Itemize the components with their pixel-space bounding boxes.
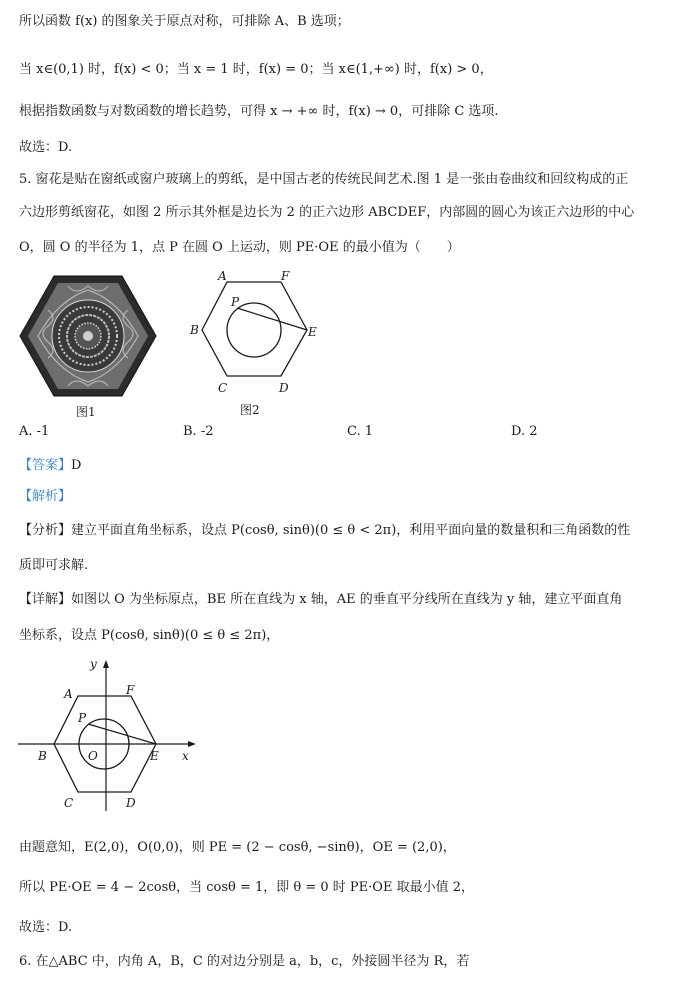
svg-text:A: A: [64, 687, 73, 701]
svg-text:F: F: [281, 269, 290, 283]
detail-line-3: 由题意知，E(2,0)，O(0,0)，则 PE = (2 − cosθ, −sinθ)，OE = (2,0)，: [19, 840, 456, 855]
solution-line-2: 当 x∈(0,1) 时，f(x) < 0；当 x = 1 时，f(x) = 0；当 x∈(1,+∞) 时，f(x) > 0，: [19, 62, 493, 77]
question-6-line-1: 6. 在△ABC 中，内角 A，B，C 的对边分别是 a，b，c，外接圆半径为 R，若: [19, 954, 470, 969]
svg-text:y: y: [90, 657, 97, 671]
svg-text:O: O: [88, 749, 98, 763]
svg-text:B: B: [190, 323, 199, 337]
conclusion-line-2: 故选：D.: [19, 920, 73, 935]
question-5-line-2: 六边形剪纸窗花，如图 2 所示其外框是边长为 2 的正六边形 ABCDEF，内部圆的圆心为该正六边形的中心: [19, 205, 635, 220]
hexagon-abcdef: [202, 282, 307, 376]
option-c: C. 1: [347, 424, 374, 439]
figure-2-hexagon: [180, 268, 320, 420]
svg-text:P: P: [78, 711, 87, 725]
option-b: B. -2: [183, 424, 214, 439]
circle-o: [227, 303, 281, 357]
detail-line-1: 【详解】如图以 O 为坐标原点，BE 所在直线为 x 轴，AE 的垂直平分线所在直线为 y 轴，建立平面直角: [19, 592, 623, 607]
figure-2-caption: 图2: [240, 403, 260, 417]
solution-line-3: 根据指数函数与对数函数的增长趋势，可得 x → +∞ 时，f(x) → 0，可排除 C 选项.: [19, 104, 499, 119]
svg-text:C: C: [64, 796, 74, 810]
svg-text:A: A: [218, 269, 227, 283]
conclusion-line: 故选：D.: [19, 140, 73, 155]
svg-text:F: F: [126, 683, 135, 697]
svg-text:B: B: [38, 749, 47, 763]
analysis-tag: 【解析】: [19, 489, 72, 504]
figure-1-caption: 图1: [76, 405, 96, 419]
question-5-line-3: O，圆 O 的半径为 1，点 P 在圆 O 上运动，则 PE·OE 的最小值为（ ）: [19, 240, 460, 255]
svg-text:P: P: [231, 295, 240, 309]
answer-value: D: [71, 458, 82, 473]
svg-text:E: E: [308, 325, 317, 339]
svg-text:x: x: [182, 749, 189, 763]
detail-line-2: 坐标系，设点 P(cosθ, sinθ)(0 ≤ θ ≤ 2π)，: [19, 628, 280, 643]
answer-tag: 【答案】: [19, 458, 72, 473]
svg-text:C: C: [218, 381, 228, 395]
detail-line-4: 所以 PE·OE = 4 − 2cosθ，当 cosθ = 1，即 θ = 0 时 PE·OE 取最小值 2，: [19, 880, 474, 895]
question-5-line-1: 5. 窗花是贴在窗纸或窗户玻璃上的剪纸，是中国古老的传统民间艺术.图 1 是一张由卷曲纹和回纹构成的正: [19, 172, 629, 187]
option-d: D. 2: [511, 424, 538, 439]
figure-1-papercut: [18, 270, 158, 420]
analysis-line-2: 质即可求解.: [19, 558, 89, 573]
svg-text:D: D: [126, 796, 136, 810]
svg-text:D: D: [279, 381, 289, 395]
answer-line: [19, 456, 81, 476]
solution-line-1: 所以函数 f(x) 的图象关于原点对称，可排除 A、B 选项；: [19, 14, 350, 29]
figure-3-coordinate-diagram: [16, 656, 206, 816]
option-a: A. -1: [19, 424, 50, 439]
analysis-line-1: 【分析】建立平面直角坐标系，设点 P(cosθ, sinθ)(0 ≤ θ < 2π)，利用平面向量的数量积和三角函数的性: [19, 523, 631, 538]
svg-text:E: E: [150, 749, 159, 763]
